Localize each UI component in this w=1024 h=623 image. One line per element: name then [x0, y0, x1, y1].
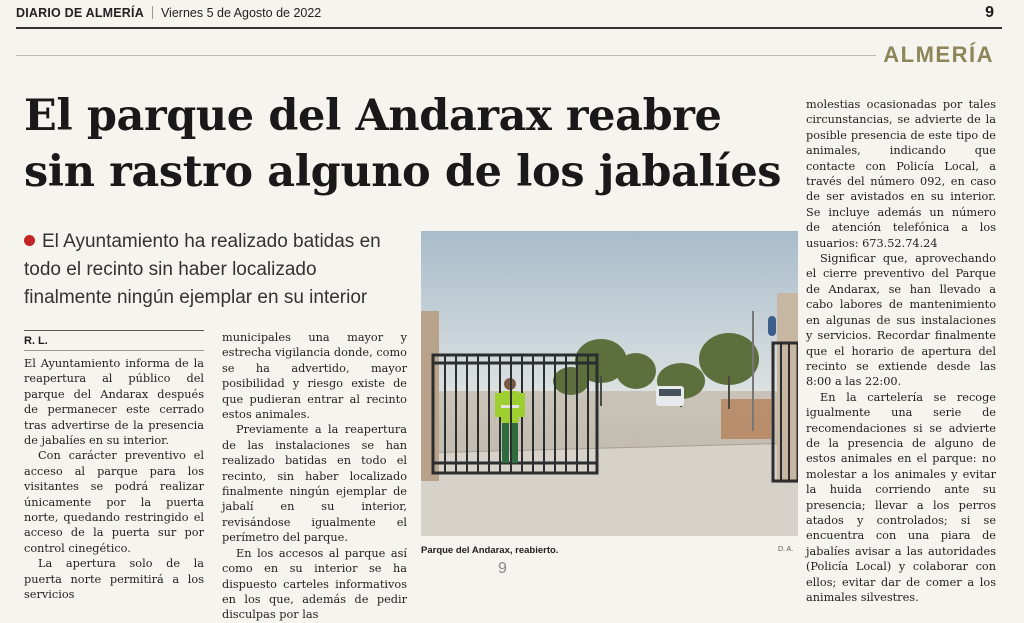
paragraph: Previamente a la reapertura de las instalaciones se han realizado batidas en todo el recinto, sin haber localizado finalmente ningún ejemplar de jabalí en su interior, revisándose igualmente el perímetro del parque.	[222, 423, 407, 545]
article-photo	[421, 231, 798, 536]
headline: El parque del Andarax reabre sin rastro alguno de los jabalíes	[24, 91, 782, 197]
paragraph: En los accesos al parque así como en su interior se ha dispuesto carteles informativos en los que, además de pedir disculpas por las	[222, 546, 407, 622]
park-gate-photo	[421, 231, 798, 536]
masthead	[16, 6, 321, 20]
section-rule	[16, 55, 876, 56]
red-bullet-icon	[24, 235, 35, 246]
photo-caption: Parque del Andarax, reabierto.	[421, 545, 559, 556]
paragraph: molestias ocasionadas por tales circunstancias, se advierte de la posible presencia de este tipo de animales, indicando que contacte con Policía Local, a través del número 092, en caso de ser avistados en su interior. Se incluye además un número de atención telefónica a los usuarios: 673.52.74.24	[806, 98, 996, 250]
bottom-page-number: 9	[498, 560, 507, 577]
newspaper-name: DIARIO DE ALMERÍA	[16, 6, 144, 20]
article-column-1	[24, 356, 204, 603]
byline-rule	[24, 330, 204, 331]
top-rule	[16, 27, 1002, 29]
article-column-3	[806, 97, 996, 605]
paragraph: Con carácter preventivo el acceso al parque para los visitantes se podrá realizar únicamente por la puerta norte, quedando restringido el acceso de la puerta sur por control cinegético.	[24, 449, 204, 555]
subheadline-text: El Ayuntamiento ha realizado batidas en todo el recinto sin haber localizado finalmente ningún ejemplar en su interior	[24, 231, 381, 308]
subheadline	[24, 228, 404, 312]
photo-credit: D. A.	[778, 546, 794, 553]
issue-date: Viernes 5 de Agosto de 2022	[160, 6, 322, 20]
section-label: ALMERÍA	[883, 42, 994, 67]
paragraph: Significar que, aprovechando el cierre preventivo del Parque de Andarax, se han llevado a cabo labores de mantenimiento en algunas de sus instalaciones y servicios. Recordar finalmente que el horario de apertura del recinto se extiende desde las 8:00 a las 22:00.	[806, 252, 996, 389]
masthead-separator	[152, 6, 153, 19]
paragraph: El Ayuntamiento informa de la reapertura al público del parque del Andarax después de permanecer este cerrado tras advertirse de la presencia de jabalíes en su interior.	[24, 357, 204, 448]
byline-underline	[24, 350, 204, 351]
page-number: 9	[985, 4, 994, 21]
article-column-2	[222, 330, 407, 623]
byline: R. L.	[24, 335, 48, 347]
paragraph: municipales una mayor y estrecha vigilancia donde, como se ha advertido, mayor posibilidad y riesgo existe de que pudieran entrar al recinto estos animales.	[222, 331, 407, 422]
paragraph: La apertura solo de la puerta norte permitirá a los servicios	[24, 557, 204, 602]
paragraph: En la cartelería se recoge igualmente una serie de recomendaciones si se advierte de la presencia de alguno de estos animales en el parque: no molestar a los animales y evitar la huida corriendo ante su presencia; llevar a los perros atados y controlados; si se encuentra con una piara de jabalíes avisar a las autoridades (Policía Local) y colaborar con ellos; evitar dar de comer a los animales silvestres.	[806, 390, 996, 604]
